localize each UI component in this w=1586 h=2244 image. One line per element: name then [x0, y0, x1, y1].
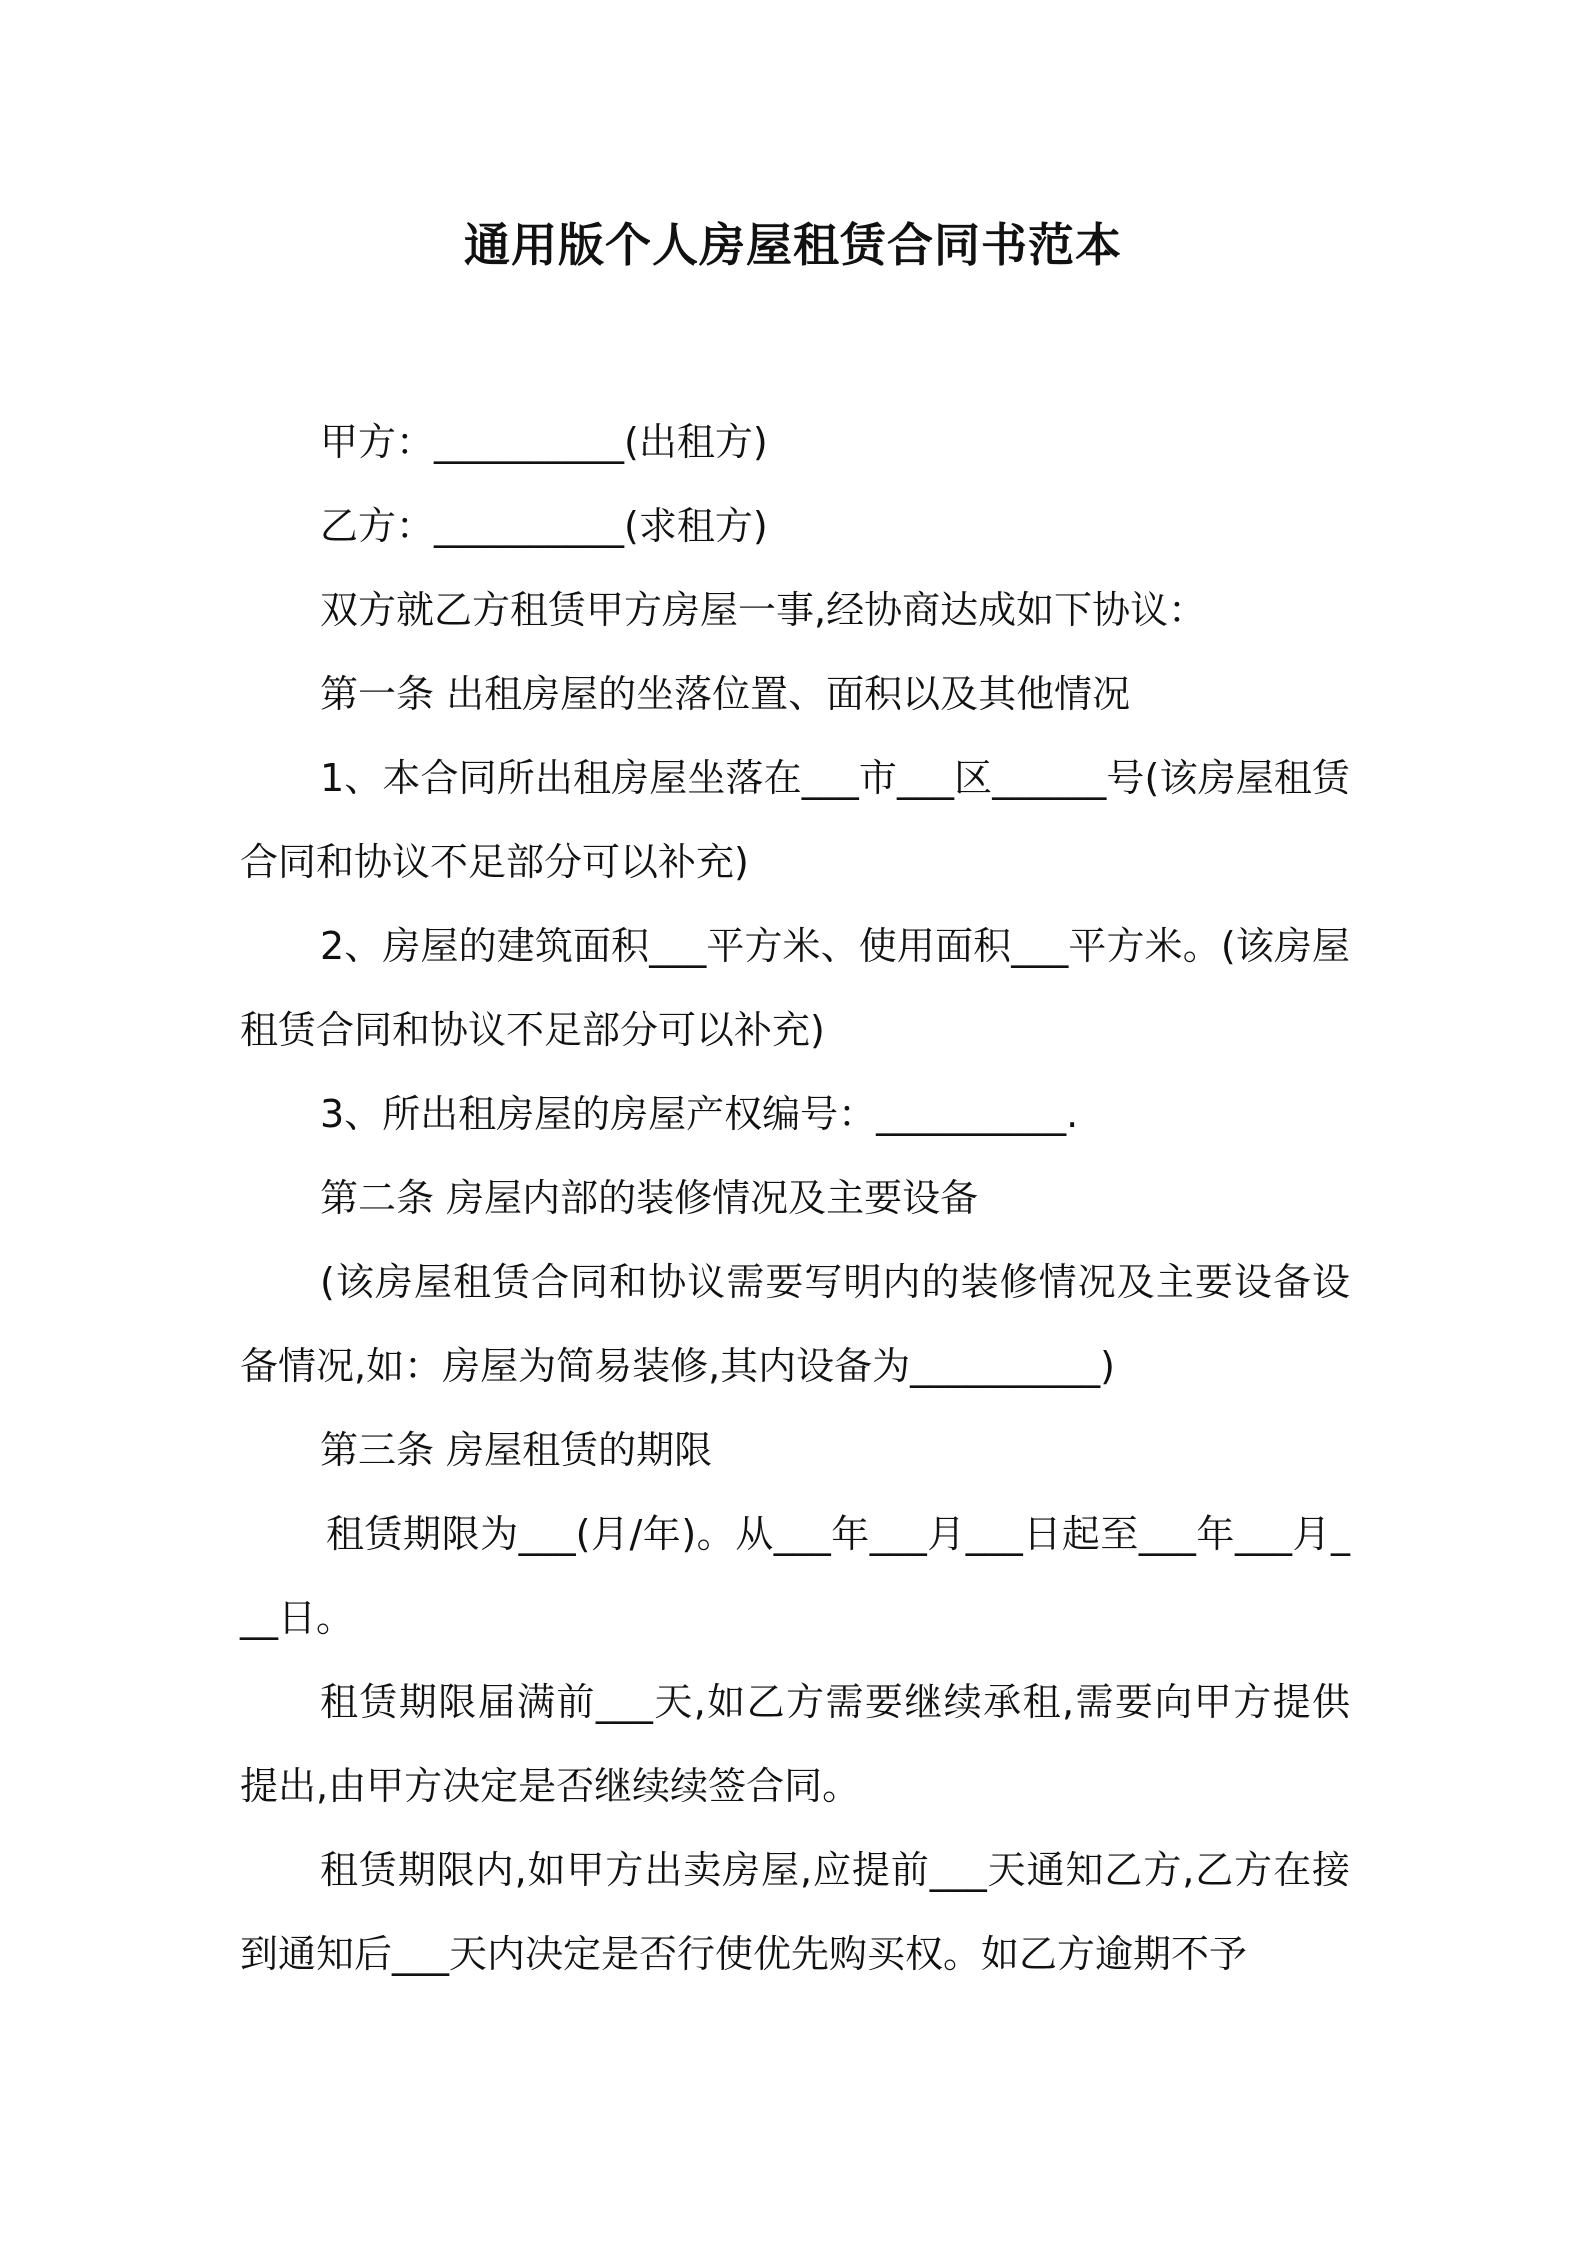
article-2-heading: 第二条 房屋内部的装修情况及主要设备 [320, 1176, 979, 1220]
article-1-item-1: 1、本合同所出租房屋坐落在___市___区______号(该房屋租赁合同和协议不足部分可以补充) [240, 756, 1350, 884]
party-b-line: 乙方：__________(求租方) [320, 504, 768, 548]
article-1-item-2: 2、房屋的建筑面积___平方米、使用面积___平方米。(该房屋租赁合同和协议不足部分可以补充) [240, 924, 1350, 1052]
lease-sale-clause: 租赁期限内,如甲方出卖房屋,应提前___天通知乙方,乙方在接到通知后___天内决定是否行使优先购买权。如乙方逾期不予 [240, 1848, 1350, 1976]
article-1-heading: 第一条 出租房屋的坐落位置、面积以及其他情况 [320, 672, 1131, 716]
party-a-line: 甲方：__________(出租方) [320, 420, 768, 464]
article-3-heading: 第三条 房屋租赁的期限 [320, 1428, 713, 1472]
article-2-note: (该房屋租赁合同和协议需要写明内的装修情况及主要设备设备情况,如：房屋为简易装修,其内设备为__________) [240, 1260, 1350, 1388]
document-title: 通用版个人房屋租赁合同书范本 [464, 218, 1122, 272]
lease-term-line: 租赁期限为___(月/年)。从___年___月___日起至___年___月___日。 [240, 1512, 1350, 1640]
lease-renewal-clause: 租赁期限届满前___天,如乙方需要继续承租,需要向甲方提供提出,由甲方决定是否继续续签合同。 [240, 1680, 1350, 1808]
agreement-intro: 双方就乙方租赁甲方房屋一事,经协商达成如下协议： [320, 588, 1207, 632]
document-body [240, 400, 1350, 1996]
article-1-item-3: 3、所出租房屋的房屋产权编号：__________. [320, 1092, 1079, 1136]
